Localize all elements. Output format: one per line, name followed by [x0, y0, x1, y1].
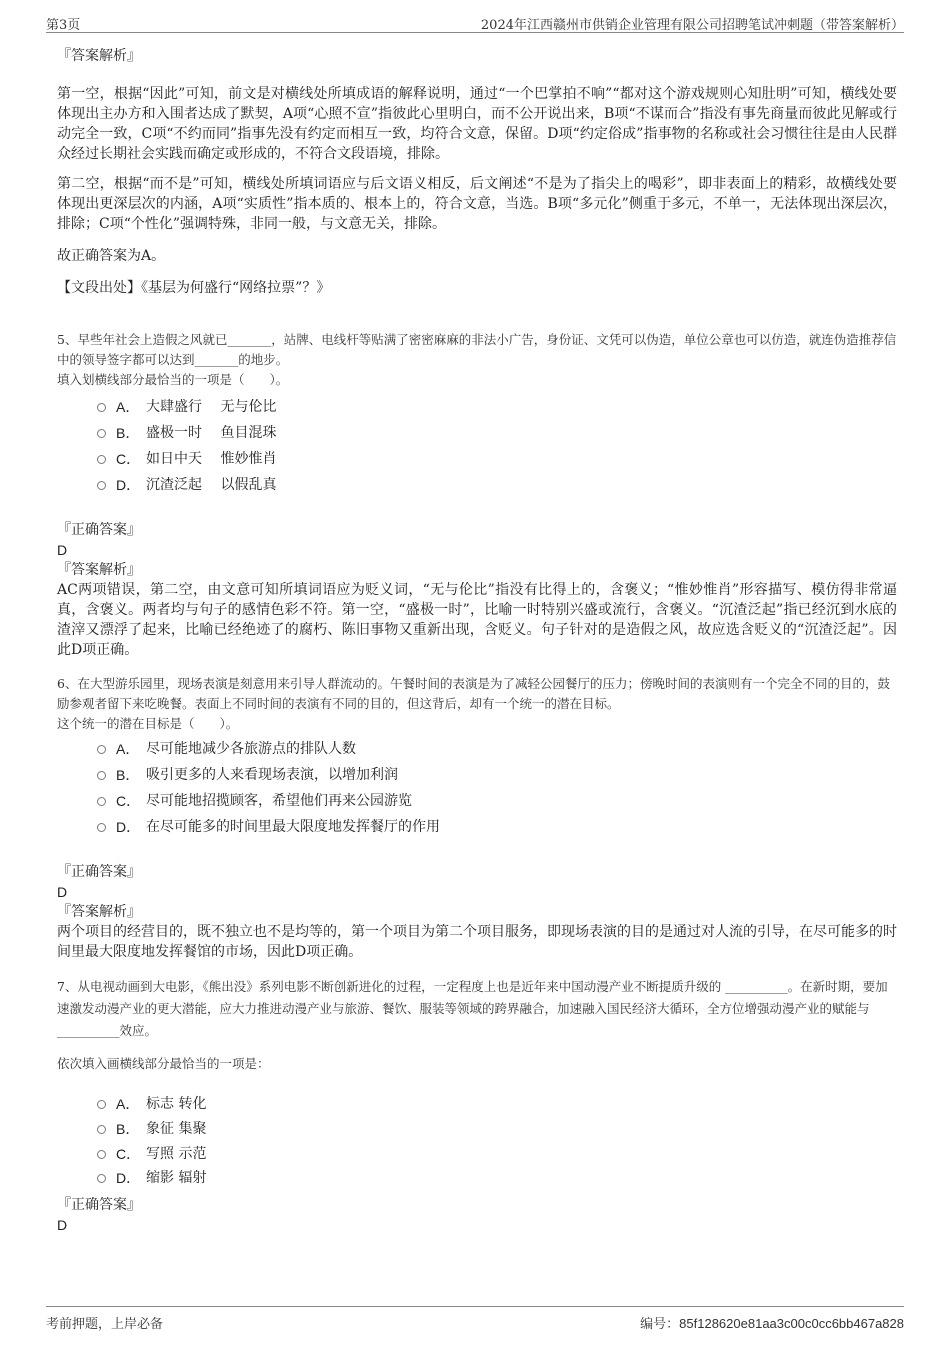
radio-icon[interactable] [97, 771, 106, 780]
question-7 [57, 976, 897, 1235]
option-d[interactable]: D． 在尽可能多的时间里最大限度地发挥餐厅的作用 [57, 814, 897, 840]
analysis-paragraph: 第一空，根据“因此”可知，前文是对横线处所填成语的解释说明，通过“一个巴掌拍不响”“都对这个游戏规则心知肚明”可知，横线处要体现出主办方和入围者达成了默契，A项“心照不宣”指彼此心里明白，而不公开说出来，B项“不谋而合”指没有事先商量而彼此见解或行动完全一致，C项“不约而同”指事先没有约定而相互一致，均符合文意，保留。D项“约定俗成”指事物的名称或社会习惯往往是由人民群众经过长期社会实践而确定或形成的，不符合文段语境，排除。 [57, 86, 897, 162]
footer-slogan: 考前押题，上岸必备 [46, 1317, 164, 1332]
analysis-label: 『答案解析』 [57, 562, 141, 578]
radio-icon[interactable] [97, 745, 106, 754]
question-stem: 6、在大型游乐园里，现场表演是刻意用来引导人群流动的。午餐时间的表演是为了减轻公园餐厅的压力；傍晚时间的表演则有一个完全不同的目的，鼓励参观者留下来吃晚餐。表面上不同时间的表演有不同的目的，但这背后，却有一个统一的潜在目标。 [57, 676, 890, 711]
option-c[interactable]: C． 尽可能地招揽顾客，希望他们再来公园游览 [57, 788, 897, 814]
analysis-paragraph: 第二空，根据“而不是”可知，横线处所填词语应与后文语义相反，后文阐述“不是为了指尖上的喝彩”，即非表面上的精彩，故横线处要体现出更深层次的内涵，A项“实质性”指本质的、根本上的，符合文意，当选。B项“多元化”侧重于多元，不单一，无法体现出深层次，排除；C项“个性化”强调特殊，非同一般，与文意无关，排除。 [57, 176, 897, 232]
document-code [640, 1313, 904, 1332]
radio-icon[interactable] [97, 1174, 106, 1183]
document-code-label: 编号： [640, 1317, 680, 1332]
document-title: 2024年江西赣州市供销企业管理有限公司招聘笔试冲刺题（带答案解析） [480, 18, 904, 33]
correct-answer-label: 『正确答案』 [57, 864, 141, 880]
radio-icon[interactable] [97, 403, 106, 412]
radio-icon[interactable] [97, 429, 106, 438]
answer-conclusion: 故正确答案为A。 [57, 248, 166, 264]
analysis-text: AC两项错误，第二空，由文意可知所填词语应为贬义词，“无与伦比”指没有比得上的，含褒义；“惟妙惟肖”形容描写、模仿得非常逼真，含褒义。两者均与句子的感情色彩不符。第一空，“盛极一时”，比喻一时特别兴盛或流行，含褒义。“沉渣泛起”指已经沉到水底的渣滓又漂浮了起来，比喻已经绝迹了的腐朽、陈旧事物又重新出现，含贬义。句子针对的是造假之风，故应选含贬义的“沉渣泛起”。因此D项正确。 [57, 582, 897, 658]
radio-icon[interactable] [97, 823, 106, 832]
question-prompt: 填入划横线部分最恰当的一项是（ ）。 [57, 372, 289, 387]
question-5 [57, 330, 897, 660]
page-footer [46, 1306, 904, 1335]
radio-icon[interactable] [97, 1100, 106, 1109]
correct-answer: D [57, 884, 68, 900]
page-number: 第3页 [46, 18, 81, 33]
question-prompt: 这个统一的潜在目标是（ ）。 [57, 716, 239, 731]
document-code-value: 85f128620e81aa3c00c0cc6bb467a828 [679, 1316, 904, 1331]
option-d[interactable]: D． 缩影 辐射 [57, 1167, 897, 1189]
option-a[interactable]: A． 标志 转化 [57, 1092, 897, 1117]
option-b[interactable]: B． 象征 集聚 [57, 1117, 897, 1142]
radio-icon[interactable] [97, 797, 106, 806]
question-prompt: 依次填入画横线部分最恰当的一项是： [57, 1056, 270, 1071]
page-header [46, 14, 904, 33]
analysis-label: 『答案解析』 [57, 48, 141, 64]
analysis-text: 两个项目的经营目的，既不独立也不是均等的，第一个项目为第二个项目服务，即现场表演的目的是通过对人流的引导，在尽可能多的时间里最大限度地发挥餐馆的市场，因此D项正确。 [57, 924, 897, 960]
page-content [57, 38, 897, 1235]
option-a[interactable]: A． 尽可能地减少各旅游点的排队人数 [57, 736, 897, 762]
analysis-label: 『答案解析』 [57, 904, 141, 920]
option-b[interactable]: B． 盛极一时 鱼目混珠 [57, 420, 897, 446]
correct-answer-label: 『正确答案』 [57, 1197, 141, 1213]
radio-icon[interactable] [97, 1150, 106, 1159]
correct-answer: D [57, 542, 68, 558]
option-c[interactable]: C． 如日中天 惟妙惟肖 [57, 446, 897, 472]
question-stem: 5、早些年社会上造假之风就已_______，站牌、电线杆等贴满了密密麻麻的非法小广告，身份证、文凭可以伪造，单位公章也可以仿造，就连伪造推荐信中的领导签字都可以达到_______的地步。 [57, 332, 897, 367]
source-citation: 【文段出处】《基层为何盛行“网络拉票”？》 [57, 280, 331, 296]
option-b[interactable]: B． 吸引更多的人来看现场表演，以增加利润 [57, 762, 897, 788]
radio-icon[interactable] [97, 455, 106, 464]
option-a[interactable]: A． 大肆盛行 无与伦比 [57, 394, 897, 420]
correct-answer-label: 『正确答案』 [57, 522, 141, 538]
option-d[interactable]: D． 沉渣泛起 以假乱真 [57, 472, 897, 498]
radio-icon[interactable] [97, 481, 106, 490]
question-6 [57, 674, 897, 962]
option-c[interactable]: C． 写照 示范 [57, 1142, 897, 1167]
correct-answer: D [57, 1217, 68, 1233]
question-stem: 7、从电视动画到大电影，《熊出没》系列电影不断创新进化的过程，一定程度上也是近年来中国动漫产业不断提质升级的 __________。在新时期，要加速激发动漫产业的更大潜能，应大力推进动漫产业与旅游、餐饮、服装等领域的跨界融合，加速融入国民经济大循环，全方位增强动漫产业的赋能与 __________效应。 [57, 979, 888, 1038]
radio-icon[interactable] [97, 1125, 106, 1134]
